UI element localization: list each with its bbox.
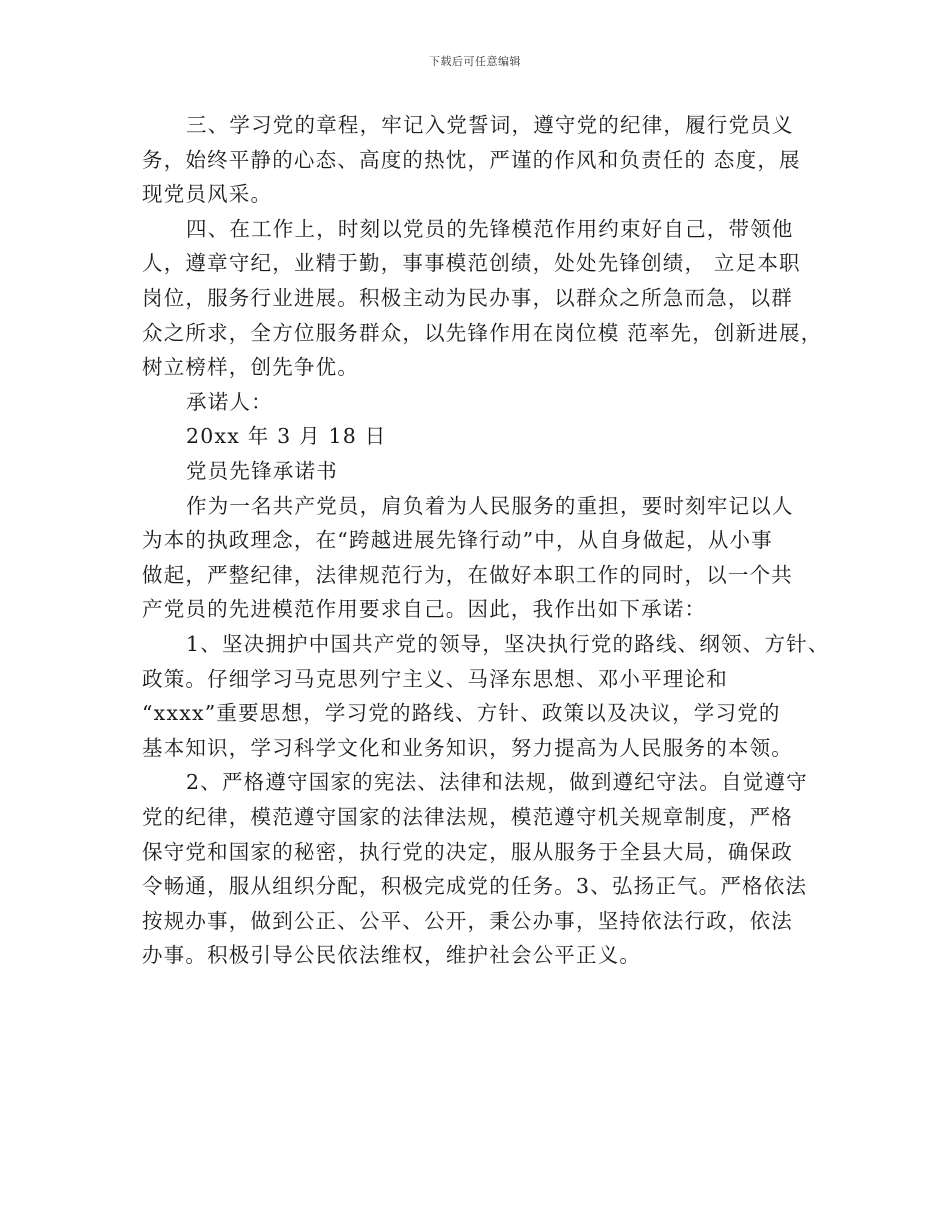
document-line: “xxxx”重要思想，学习党的路线、方针、政策以及决议，学习党的 [142, 701, 781, 726]
document-line: 保守党和国家的秘密，执行党的决定，服从服务于全县大局，确保政 [142, 839, 793, 864]
document-line: 为本的执政理念，在“跨越进展先锋行动”中，从自身做起，从小事 [142, 528, 773, 553]
document-line: 岗位，服务行业进展。积极主动为民办事，以群众之所急而急，以群 [142, 286, 793, 310]
document-line: 做起，严整纪律，法律规范行为，在做好本职工作的同时，以一个共 [142, 562, 793, 587]
document-line: 承诺人： [186, 389, 273, 414]
document-line: 作为一名共产党员，肩负着为人民服务的重担，要时刻牢记以人 [186, 493, 794, 518]
document-line: 1、坚决拥护中国共产党的领导，坚决执行党的路线、纲领、方针、 [186, 632, 830, 656]
document-line: 人，遵章守纪，业精于勤，事事模范创绩，处处先锋创绩， 立足本职 [142, 251, 801, 276]
document-line: 基本知识，学习科学文化和业务知识，努力提高为人民服务的本领。 [142, 735, 793, 760]
document-line: 党的纪律，模范遵守国家的法律法规，模范遵守机关规章制度，严格 [142, 805, 793, 829]
document-line: 务，始终平静的心态、高度的热忱，严谨的作风和负责任的 态度，展 [142, 147, 801, 172]
document-line: 2、严格遵守国家的宪法、法律和法规，做到遵纪守法。自觉遵守 [186, 770, 808, 795]
document-line: 四、在工作上，时刻以党员的先锋模范作用约束好自己，带领他 [186, 216, 794, 241]
page-header-note: 下载后可任意编辑 [429, 55, 521, 68]
document-line: 办事。积极引导公民依法维权，维护社会公平正义。 [142, 943, 642, 968]
document-line: 20xx 年 3 月 18 日 [186, 424, 387, 449]
document-line: 按规办事，做到公正、公平、公开，秉公办事，坚持依法行政，依法 [142, 908, 793, 933]
document-line: 政策。仔细学习马克思列宁主义、马泽东思想、邓小平理论和 [142, 666, 728, 691]
document-line: 众之所求，全方位服务群众，以先锋作用在岗位模 范率先，创新进展， [142, 320, 823, 345]
document-line: 产党员的先进模范作用要求自己。因此，我作出如下承诺： [142, 597, 707, 622]
document-line: 党员先锋承诺书 [186, 459, 338, 483]
document-line: 现党员风采。 [142, 182, 273, 207]
document-line: 令畅通，服从组织分配，积极完成党的任务。3、弘扬正气。严格依法 [142, 874, 808, 899]
document-line: 树立榜样，创先争优。 [142, 355, 359, 380]
document-line: 三、学习党的章程，牢记入党誓词，遵守党的纪律，履行党员义 [186, 113, 794, 137]
